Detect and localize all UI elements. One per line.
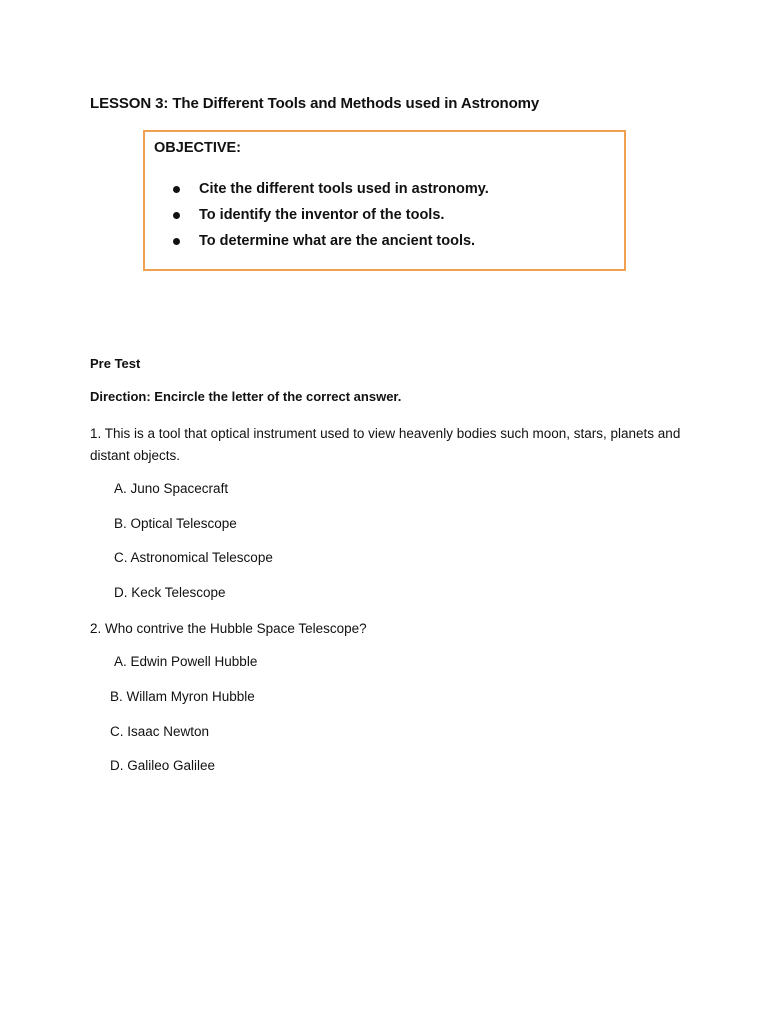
- question-1-choice-c: C. Astronomical Telescope: [114, 550, 273, 565]
- bullet-icon: [173, 212, 180, 219]
- question-2-choice-a: A. Edwin Powell Hubble: [114, 654, 258, 669]
- bullet-icon: [173, 186, 180, 193]
- objective-heading: OBJECTIVE:: [154, 140, 242, 156]
- question-1-choice-d: D. Keck Telescope: [114, 585, 226, 600]
- objective-item-text: To determine what are the ancient tools.: [199, 233, 476, 249]
- question-2-text: 2. Who contrive the Hubble Space Telescope?: [90, 621, 367, 636]
- question-2-choice-b: B. Willam Myron Hubble: [110, 689, 255, 704]
- bullet-icon: [173, 238, 180, 245]
- objective-item: [173, 176, 489, 202]
- lesson-title: LESSON 3: The Different Tools and Methods used in Astronomy: [90, 95, 540, 112]
- objective-item-text: To identify the inventor of the tools.: [199, 207, 445, 223]
- objective-list: [173, 176, 489, 254]
- question-1-choice-a: A. Juno Spacecraft: [114, 481, 229, 496]
- objective-item-text: Cite the different tools used in astronomy.: [199, 181, 489, 197]
- objective-item: [173, 228, 489, 254]
- pretest-heading: Pre Test: [90, 356, 141, 371]
- objective-item: [173, 202, 489, 228]
- question-2-choice-d: D. Galileo Galilee: [110, 758, 216, 773]
- question-1-text: 1. This is a tool that optical instrument used to view heavenly bodies such moon, stars, planets and distant objects.: [90, 426, 681, 463]
- pretest-direction: Direction: Encircle the letter of the correct answer.: [90, 389, 402, 404]
- objective-box: [143, 130, 626, 271]
- question-1-choice-b: B. Optical Telescope: [114, 516, 237, 531]
- question-2-choice-c: C. Isaac Newton: [110, 724, 210, 739]
